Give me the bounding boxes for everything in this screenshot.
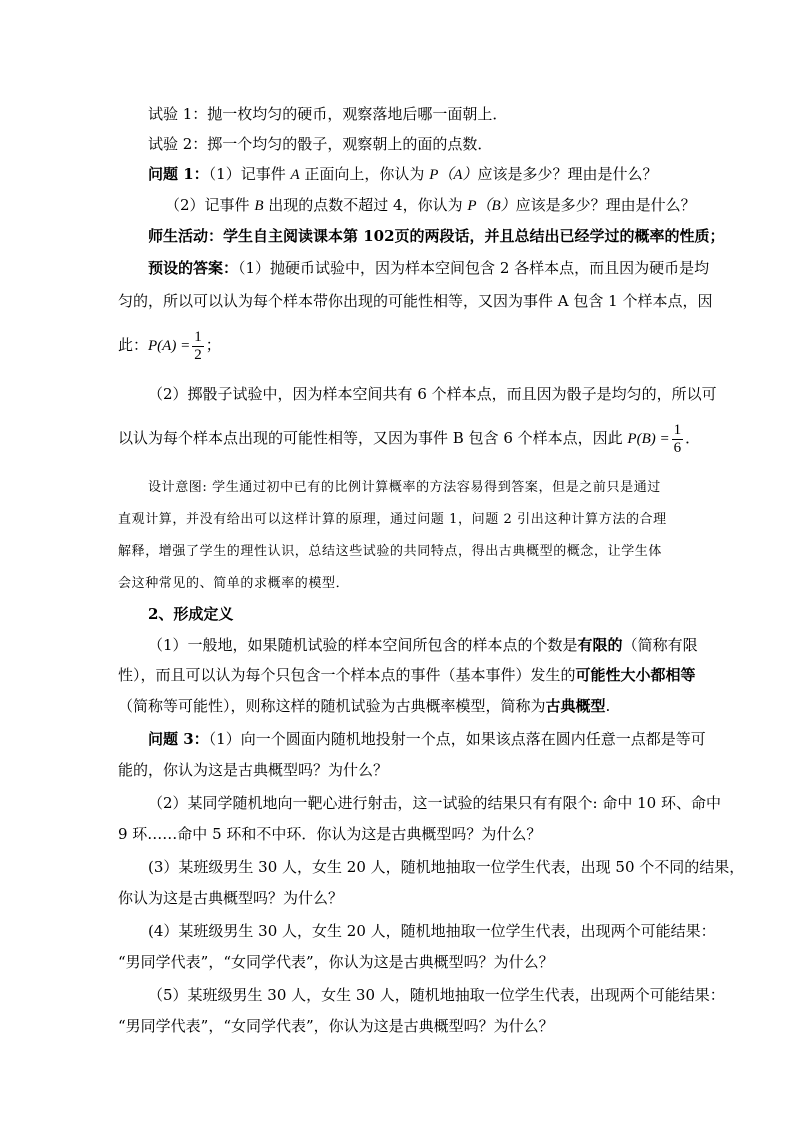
q1-p2-text-b: 出现的点数不超过 4，你认为 (263, 196, 468, 214)
design-intent-line-2: 直观计算，并没有给出可以这样计算的原理，通过问题 1，问题 2 引出这种计算方法的合理 (118, 512, 667, 527)
question-3-item-1a (148, 729, 706, 749)
answer-l5-suffix: ． (685, 429, 701, 447)
answer-l3-prefix: 此： (118, 336, 149, 354)
def-classical-model: 古典概型 (545, 697, 606, 715)
section-title: 2、形成定义 (148, 605, 234, 623)
answer-line-1 (148, 258, 709, 278)
answer-line-4: （2）掷骰子试验中，因为样本空间共有 6 个样本点，而且因为骰子是均匀的，所以可 (148, 385, 717, 403)
fraction-denominator: 6 (673, 439, 682, 456)
activity-label: 师生活动： (148, 227, 224, 245)
answer-l3-suffix: ； (205, 336, 221, 354)
question-3-item-1b: 能的，你认为这是古典概型吗？为什么？ (118, 761, 389, 779)
def-l1-a: （1）一般地，如果随机试验的样本空间所包含的样本点的个数是 (148, 636, 578, 654)
design-intent-line-1: 设计意图: 学生通过初中已有的比例计算概率的方法容易得到答案，但是之前只是通过 (148, 480, 661, 495)
q1-p2-text-c: 应该是多少？理由是什么？ (515, 196, 696, 214)
probability-a: P（A） (429, 167, 478, 183)
trial-1: 试验 1：抛一枚均匀的硬币，观察落地后哪一面朝上． (148, 105, 508, 123)
fraction-one-sixth (672, 422, 684, 457)
def-l1-c: （简称有限 (622, 636, 698, 654)
fraction-numerator: 1 (673, 421, 682, 438)
answer-line-5 (118, 418, 700, 459)
q1-text-b: 正面向上，你认为 (299, 165, 430, 183)
def-finite: 有限的 (577, 636, 623, 654)
design-intent-line-4: 会这种常见的、简单的求概率的模型． (118, 576, 350, 591)
question-3-label: 问题 3： (148, 730, 209, 748)
def-equal-likelihood: 可能性大小都相等 (575, 666, 696, 684)
question-1-part-2 (165, 195, 696, 216)
answer-text-1: （1）抛硬币试验中，因为样本空间包含 2 各样本点，而且因为硬币是均 (238, 259, 710, 277)
q1-p2-text-a: （2）记事件 (165, 196, 255, 214)
def-l3-c: . (605, 697, 611, 715)
event-a: A (290, 167, 300, 183)
trial-2: 试验 2：掷一个均匀的骰子，观察朝上的面的点数． (148, 135, 493, 153)
activity-line (148, 226, 725, 246)
activity-text: 学生自主阅读课本第 102页的两段话，并且总结出已经学过的概率的性质； (223, 227, 725, 245)
question-3-item-5a: （5）某班级男生 30 人，女生 30 人，随机地抽取一位学生代表，出现两个可能结果： (148, 986, 725, 1004)
question-3-item-2a: （2）某同学随机地向一靶心进行射击，这一试验的结果只有有限个: 命中 10 环、命中 (148, 794, 721, 812)
question-3-item-5b: “男同学代表”，“女同学代表”，你认为这是古典概型吗？为什么？ (118, 1017, 554, 1035)
fraction-numerator: 1 (194, 328, 202, 345)
q3-i1-a: （1）向一个圆面内随机地投射一个点，如果该点落在圆内任意一点都是等可 (208, 730, 706, 748)
q1-text-a: （1）记事件 (208, 165, 291, 183)
question-1-part-1 (148, 164, 658, 185)
question-3-item-3a: (3）某班级男生 30 人，女生 20 人，随机地抽取一位学生代表，出现 50 个不同的结果， (148, 858, 745, 876)
question-3-item-2b: 9 环……命中 5 环和不中环．你认为这是古典概型吗？为什么？ (118, 825, 542, 843)
def-l2-a: 性），而且可以认为每个只包含一个样本点的事件（基本事件）发生的 (118, 666, 576, 684)
definition-line-2 (118, 665, 696, 685)
design-intent-line-3: 解释，增强了学生的理性认识，总结这些试验的共同特点，得出古典概型的概念，让学生体 (118, 544, 663, 559)
question-1-label: 问题 1： (148, 165, 209, 183)
question-3-item-4b: “男同学代表”，“女同学代表”，你认为这是古典概型吗？为什么？ (118, 953, 554, 971)
answer-line-3 (118, 325, 221, 366)
formula-pb: P(B) = (627, 431, 670, 447)
definition-line-3 (118, 696, 610, 716)
event-b: B (254, 198, 264, 214)
answer-label: 预设的答案： (148, 259, 239, 277)
fraction-denominator: 2 (194, 346, 202, 363)
question-3-item-4a: (4）某班级男生 30 人，女生 20 人，随机地抽取一位学生代表，出现两个可能结果： (148, 922, 716, 940)
answer-l5-prefix: 以认为每个样本点出现的可能性相等，又因为事件 B 包含 6 个样本点，因此 (118, 429, 628, 447)
formula-pa: P(A) = (148, 338, 191, 354)
fraction-one-half (192, 329, 204, 364)
def-l3-a: （简称等可能性），则称这样的随机试验为古典概率模型，简称为 (118, 697, 546, 715)
q1-text-c: 应该是多少？理由是什么？ (477, 165, 658, 183)
probability-b: P（B） (467, 198, 516, 214)
question-3-item-3b: 你认为这是古典概型吗？为什么？ (118, 889, 344, 907)
answer-line-2: 匀的，所以可以认为每个样本带你出现的可能性相等，又因为事件 A 包含 1 个样本点，因 (118, 292, 713, 310)
definition-line-1 (148, 635, 698, 655)
